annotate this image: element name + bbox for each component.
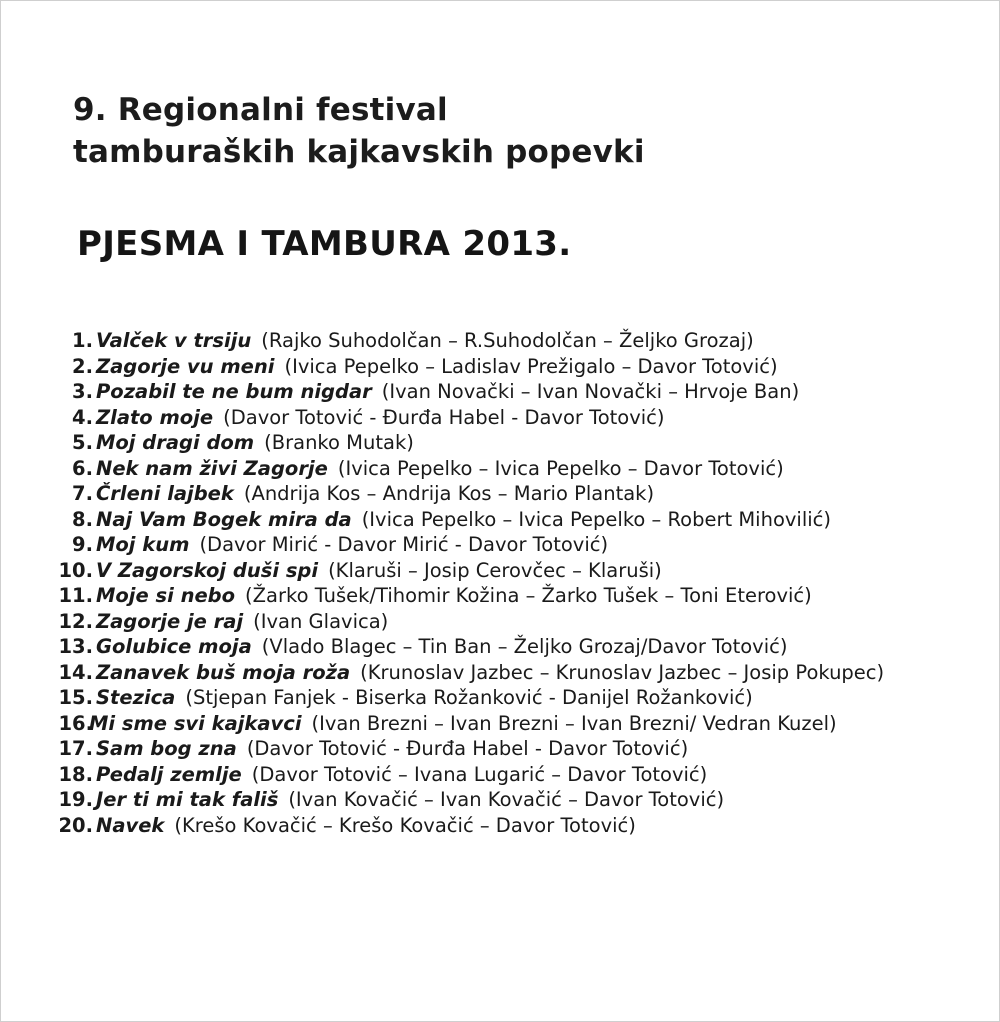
track-number: 1.: [72, 329, 93, 352]
track-credits: (Davor Totović – Ivana Lugarić – Davor Totović): [251, 762, 708, 786]
track-credits: (Ivan Brezni – Ivan Brezni – Ivan Brezni/ Vedran Kuzel): [311, 711, 837, 735]
track-song-title: [96, 736, 688, 762]
track-song-title-text: Zagorje je raj: [96, 609, 244, 633]
track-song-title: [96, 456, 784, 482]
festival-heading: [73, 89, 645, 173]
track-song-title: [89, 711, 837, 737]
album-title: PJESMA I TAMBURA 2013.: [77, 224, 572, 264]
track-song-title: [96, 507, 831, 533]
track-credits: (Krunoslav Jazbec – Krunoslav Jazbec – Josip Pokupec): [360, 660, 885, 684]
track-song-title-text: Pedalj zemlje: [96, 762, 242, 786]
track-song-title: [96, 328, 754, 354]
track-number: 13.: [58, 635, 93, 658]
track-song-title-text: Zagorje vu meni: [96, 354, 275, 378]
track-song-title: [96, 762, 707, 788]
track-song-title: [96, 787, 724, 813]
track-song-title: [96, 634, 787, 660]
track-number: 15.: [58, 686, 93, 709]
track-number: 9.: [72, 533, 93, 556]
track-song-title-text: Zlato moje: [96, 405, 214, 429]
track-number: 6.: [72, 456, 93, 480]
track-credits: (Vlado Blagec – Tin Ban – Željko Grozaj/Davor Totović): [261, 635, 788, 658]
track-credits: (Ivan Glavica): [253, 609, 389, 633]
track-song-title-text: Mi sme svi kajkavci: [89, 711, 302, 735]
track-song-title: [96, 813, 636, 839]
track-credits: (Ivan Kovačić – Ivan Kovačić – Davor Totović): [288, 788, 725, 811]
track-number: 14.: [58, 660, 93, 684]
track-number: 18.: [58, 762, 93, 786]
track-number: 4.: [72, 405, 93, 429]
track-credits: (Ivan Novački – Ivan Novački – Hrvoje Ban): [381, 380, 800, 403]
track-song-title: [96, 685, 753, 711]
track-song-title-text: Navek: [96, 813, 165, 837]
track-song-title-text: Pozabil te ne bum nigdar: [96, 380, 372, 403]
track-song-title: [96, 532, 608, 558]
track-song-title-text: Črleni lajbek: [96, 482, 234, 505]
track-number: 11.: [58, 584, 93, 607]
track-credits: (Ivica Pepelko – Ladislav Prežigalo – Davor Totović): [284, 354, 778, 378]
track-song-title: [96, 558, 662, 584]
track-song-title: [96, 354, 778, 380]
track-credits: (Ivica Pepelko – Ivica Pepelko – Davor Totović): [337, 456, 784, 480]
track-credits: (Ivica Pepelko – Ivica Pepelko – Robert Mihovilić): [361, 507, 832, 531]
track-song-title-text: Golubice moja: [96, 635, 252, 658]
track-song-title: [96, 379, 799, 405]
track-credits: (Davor Mirić - Davor Mirić - Davor Totović): [199, 533, 609, 556]
festival-heading-line-2: tamburaških kajkavskih popevki: [73, 134, 645, 170]
track-song-title-text: V Zagorskoj duši spi: [96, 558, 319, 582]
track-song-title: [96, 660, 884, 686]
track-song-title-text: Moj kum: [96, 533, 190, 556]
track-song-title-text: Zanavek buš moja roža: [96, 660, 351, 684]
track-song-title-text: Sam bog zna: [96, 737, 237, 760]
track-credits: (Davor Totović - Đurđa Habel - Davor Totović): [246, 737, 689, 760]
track-number: 16.: [58, 711, 93, 735]
track-number: 7.: [72, 482, 93, 505]
track-song-title: [96, 583, 812, 609]
track-number: 10.: [58, 558, 93, 582]
track-number: 5.: [72, 431, 93, 454]
track-song-title-text: Moj dragi dom: [96, 431, 255, 454]
track-song-title-text: Nek nam živi Zagorje: [96, 456, 328, 480]
track-credits: (Krešo Kovačić – Krešo Kovačić – Davor Totović): [174, 813, 636, 837]
track-song-title-text: Valček v trsiju: [96, 329, 252, 352]
track-song-title: [96, 609, 388, 635]
track-number: 20.: [58, 813, 93, 837]
track-number: 8.: [72, 507, 93, 531]
track-song-title-text: Jer ti mi tak fališ: [96, 788, 279, 811]
track-credits: (Andrija Kos – Andrija Kos – Mario Plantak): [243, 482, 655, 505]
track-number: 19.: [58, 788, 93, 811]
track-song-title: [96, 430, 414, 456]
track-number: 12.: [58, 609, 93, 633]
track-number: 3.: [72, 380, 93, 403]
track-credits: (Davor Totović - Đurđa Habel - Davor Totović): [223, 405, 665, 429]
track-credits: (Žarko Tušek/Tihomir Kožina – Žarko Tušek – Toni Eterović): [245, 584, 812, 607]
track-song-title: [96, 481, 654, 507]
track-song-title-text: Stezica: [96, 686, 176, 709]
track-number: 2.: [72, 354, 93, 378]
track-credits: (Rajko Suhodolčan – R.Suhodolčan – Željko Grozaj): [261, 329, 754, 352]
track-credits: (Stjepan Fanjek - Biserka Rožanković - Danijel Rožanković): [185, 686, 753, 709]
track-credits: (Klaruši – Josip Cerovčec – Klaruši): [328, 558, 662, 582]
track-number: 17.: [58, 737, 93, 760]
track-credits: (Branko Mutak): [264, 431, 414, 454]
festival-heading-line-1: 9. Regionalni festival: [73, 92, 448, 128]
track-song-title: [96, 405, 665, 431]
track-song-title-text: Moje si nebo: [96, 584, 236, 607]
track-song-title-text: Naj Vam Bogek mira da: [96, 507, 352, 531]
